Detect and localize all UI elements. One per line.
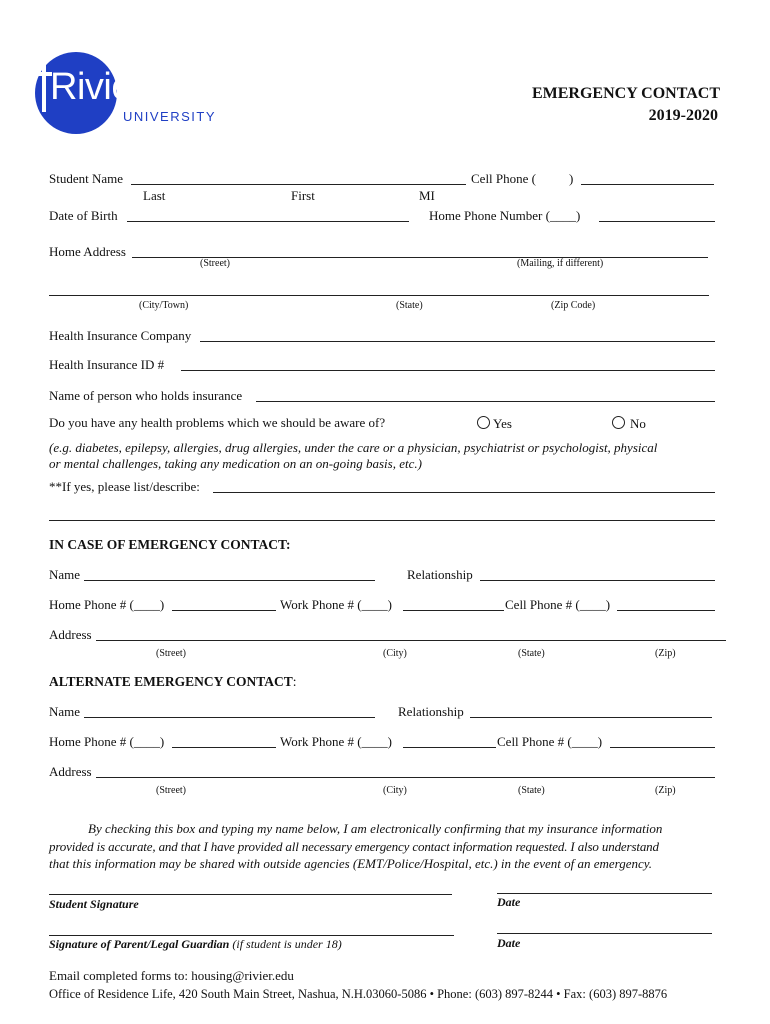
student-date-field[interactable] — [497, 893, 712, 894]
alternate-state-caption: (State) — [518, 785, 545, 796]
insurance-company-label: Health Insurance Company — [49, 328, 192, 343]
alternate-name-field[interactable] — [84, 717, 375, 718]
yes-radio[interactable] — [477, 416, 490, 429]
health-list-field[interactable] — [213, 492, 715, 493]
consent-line-1: By checking this box and typing my name below, I am electronically confirming that my insurance information — [88, 821, 663, 836]
emergency-name-label: Name — [49, 567, 81, 582]
page-year: 2019-2020 — [648, 107, 718, 124]
consent-line-3: that this information may be shared with outside agencies (EMT/Police/Hospital, etc.) in the event of an emergency. — [49, 856, 653, 871]
alternate-heading — [49, 674, 297, 690]
alternate-address-field[interactable] — [96, 777, 715, 778]
logo-word: Rivier — [50, 66, 145, 108]
guardian-signature — [49, 937, 342, 952]
footer-office: Office of Residence Life, 420 South Main Street, Nashua, N.H.03060-5086 • Phone: (603) 897-8244 • Fax: (603) 897-8876 — [49, 987, 668, 1001]
student-signature-field[interactable] — [49, 894, 452, 895]
alternate-cell-phone-label: Cell Phone # (____) — [497, 734, 603, 749]
emergency-relationship-label: Relationship — [407, 567, 473, 582]
alternate-zip-caption: (Zip) — [655, 785, 676, 796]
mailing-caption: (Mailing, if different) — [517, 258, 604, 269]
student-cell-label: Cell Phone ( — [471, 171, 536, 186]
student-signature-label: Student Signature — [49, 897, 139, 911]
insurance-company-field[interactable] — [200, 341, 715, 342]
health-list-label: **If yes, please list/describe: — [49, 479, 200, 494]
insurance-id-field[interactable] — [181, 370, 715, 371]
guardian-note: (if student is under 18) — [232, 937, 342, 951]
no-radio[interactable] — [612, 416, 625, 429]
alternate-heading-text: ALTERNATE EMERGENCY CONTACT — [49, 674, 293, 689]
alternate-work-phone-label: Work Phone # (____) — [280, 734, 392, 749]
zip-code-caption: (Zip Code) — [551, 300, 596, 311]
guardian-signature-field[interactable] — [49, 935, 454, 936]
student-name-label: Student Name — [49, 171, 124, 186]
insurance-holder-field[interactable] — [256, 401, 715, 402]
guardian-date-label: Date — [497, 936, 521, 950]
consent-line-2: provided is accurate, and that I have provided all necessary emergency contact information requested. I also understand — [49, 839, 659, 854]
logo-sub: UNIVERSITY — [123, 109, 217, 124]
emergency-home-phone-field[interactable] — [172, 610, 276, 611]
guardian-signature-label: Signature of Parent/Legal Guardian — [49, 937, 230, 951]
logo-cross-icon — [42, 60, 46, 112]
alternate-work-phone-field[interactable] — [403, 747, 496, 748]
no-label: No — [630, 416, 646, 431]
alternate-street-caption: (Street) — [156, 785, 186, 796]
emergency-city-caption: (City) — [383, 648, 407, 659]
emergency-state-caption: (State) — [518, 648, 545, 659]
emergency-zip-caption: (Zip) — [655, 648, 676, 659]
emergency-address-label: Address — [49, 627, 92, 642]
emergency-cell-phone-label: Cell Phone # (____) — [505, 597, 611, 612]
health-example-line-1: (e.g. diabetes, epilepsy, allergies, drug allergies, under the care or a physician, psychiatrist or psychologist, physical — [49, 440, 658, 455]
emergency-work-phone-label: Work Phone # (____) — [280, 597, 392, 612]
page-title: EMERGENCY CONTACT — [531, 85, 720, 102]
city-town-caption: (City/Town) — [139, 300, 189, 311]
home-address-label: Home Address — [49, 244, 126, 259]
first-caption: First — [291, 188, 315, 203]
state-caption: (State) — [396, 300, 423, 311]
alternate-city-caption: (City) — [383, 785, 407, 796]
insurance-id-label: Health Insurance ID # — [49, 357, 165, 372]
student-cell-field[interactable] — [581, 184, 714, 185]
home-phone-field[interactable] — [599, 221, 715, 222]
alternate-heading-colon: : — [292, 674, 297, 689]
home-address-line-2[interactable] — [49, 295, 709, 296]
alternate-cell-phone-field[interactable] — [610, 747, 715, 748]
insurance-holder-label: Name of person who holds insurance — [49, 388, 243, 403]
guardian-date-field[interactable] — [497, 933, 712, 934]
health-question: Do you have any health problems which we should be aware of? — [49, 415, 386, 430]
footer-email: Email completed forms to: housing@rivier.edu — [49, 968, 294, 983]
student-name-field[interactable] — [131, 184, 466, 185]
alternate-relationship-label: Relationship — [398, 704, 464, 719]
alternate-relationship-field[interactable] — [470, 717, 712, 718]
emergency-work-phone-field[interactable] — [403, 610, 504, 611]
student-date-label: Date — [497, 895, 521, 909]
street-caption: (Street) — [200, 258, 230, 269]
emergency-cell-phone-field[interactable] — [617, 610, 715, 611]
dob-label: Date of Birth — [49, 208, 118, 223]
health-example-line-2: or mental challenges, taking any medication on an on-going basis, etc.) — [49, 456, 422, 471]
health-list-field-2[interactable] — [49, 520, 715, 521]
dob-field[interactable] — [127, 221, 409, 222]
emergency-address-field[interactable] — [96, 640, 726, 641]
alternate-home-phone-field[interactable] — [172, 747, 276, 748]
mi-caption: MI — [419, 188, 435, 203]
emergency-home-phone-label: Home Phone # (____) — [49, 597, 165, 612]
emergency-street-caption: (Street) — [156, 648, 186, 659]
alternate-address-label: Address — [49, 764, 92, 779]
last-caption: Last — [143, 188, 166, 203]
home-phone-label: Home Phone Number (____) — [429, 208, 581, 223]
emergency-heading: IN CASE OF EMERGENCY CONTACT: — [49, 537, 291, 552]
student-cell-close: ) — [569, 171, 574, 186]
alternate-name-label: Name — [49, 704, 81, 719]
yes-label: Yes — [493, 416, 512, 431]
emergency-name-field[interactable] — [84, 580, 375, 581]
alternate-home-phone-label: Home Phone # (____) — [49, 734, 165, 749]
emergency-relationship-field[interactable] — [480, 580, 715, 581]
